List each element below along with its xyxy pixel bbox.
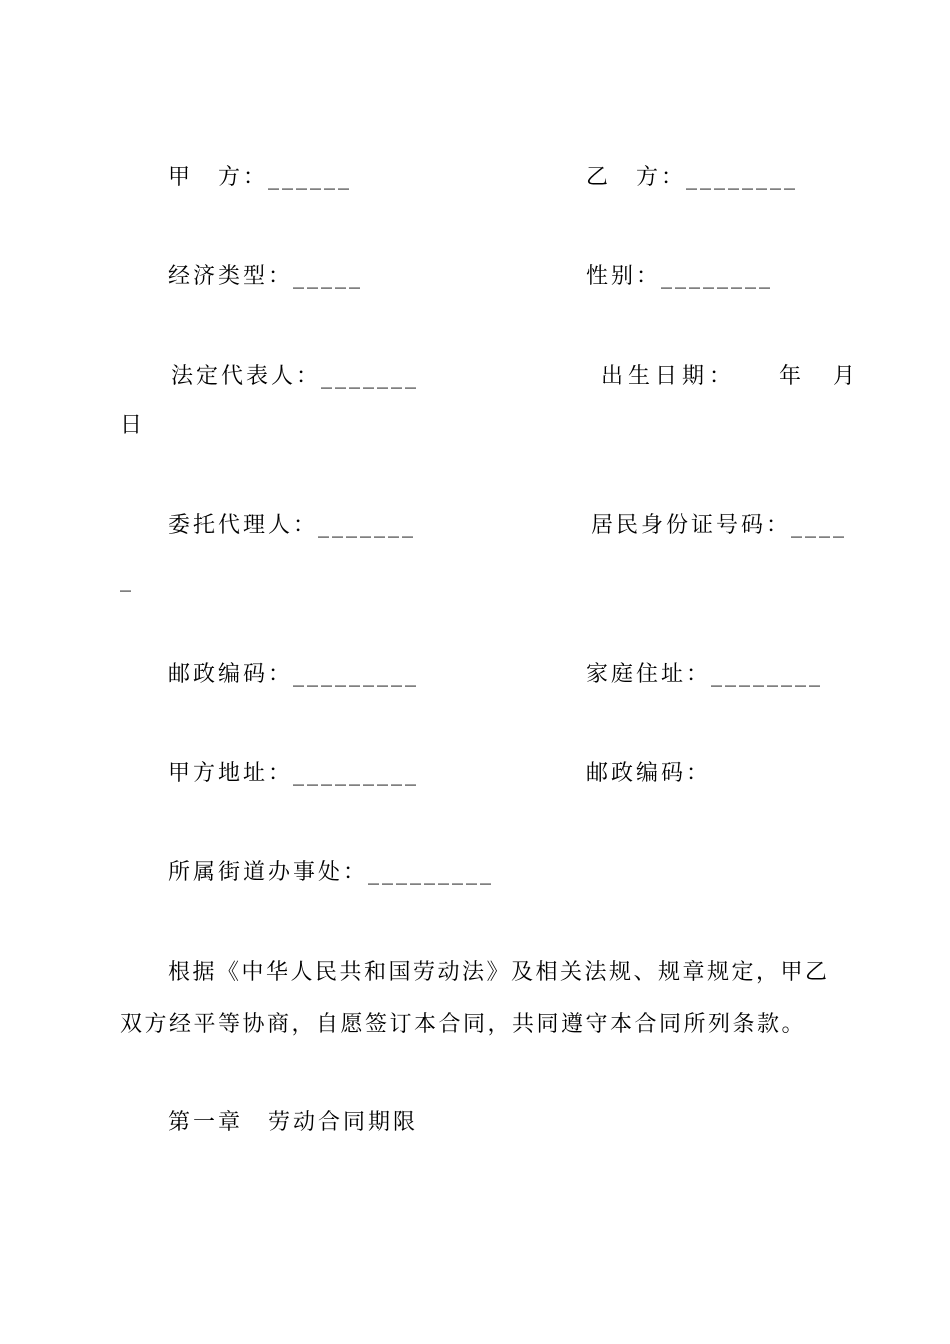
intro-paragraph-line-2: 双方经平等协商，自愿签订本合同，共同遵守本合同所列条款。 — [120, 1012, 807, 1037]
birth-date-field: 出生日期： 年 月 — [601, 364, 861, 389]
party-a-address-field: 甲方地址：_________ — [168, 761, 420, 786]
id-number-continuation: _ — [120, 567, 134, 592]
gender-field: 性别：________ — [586, 264, 774, 289]
birth-date-continuation: 日 — [120, 413, 146, 438]
postal-code-a-field: 邮政编码：_________ — [168, 662, 420, 687]
economic-type-field: 经济类型：_____ — [168, 264, 364, 289]
agent-field: 委托代理人：_______ — [168, 513, 417, 538]
chapter-title: 第一章 劳动合同期限 — [168, 1110, 419, 1135]
id-number-field: 居民身份证号码：____ — [591, 513, 848, 538]
party-a-field: 甲 方：______ — [168, 165, 353, 190]
intro-paragraph-line-1: 根据《中华人民共和国劳动法》及相关法规、规章规定，甲乙 — [168, 960, 830, 985]
legal-representative-field: 法定代表人：_______ — [171, 364, 420, 389]
party-b-field: 乙 方：________ — [586, 165, 799, 190]
street-office-field: 所属街道办事处：_________ — [168, 860, 495, 885]
postal-code-b-field: 邮政编码： — [586, 761, 712, 786]
home-address-field: 家庭住址：________ — [586, 662, 824, 687]
